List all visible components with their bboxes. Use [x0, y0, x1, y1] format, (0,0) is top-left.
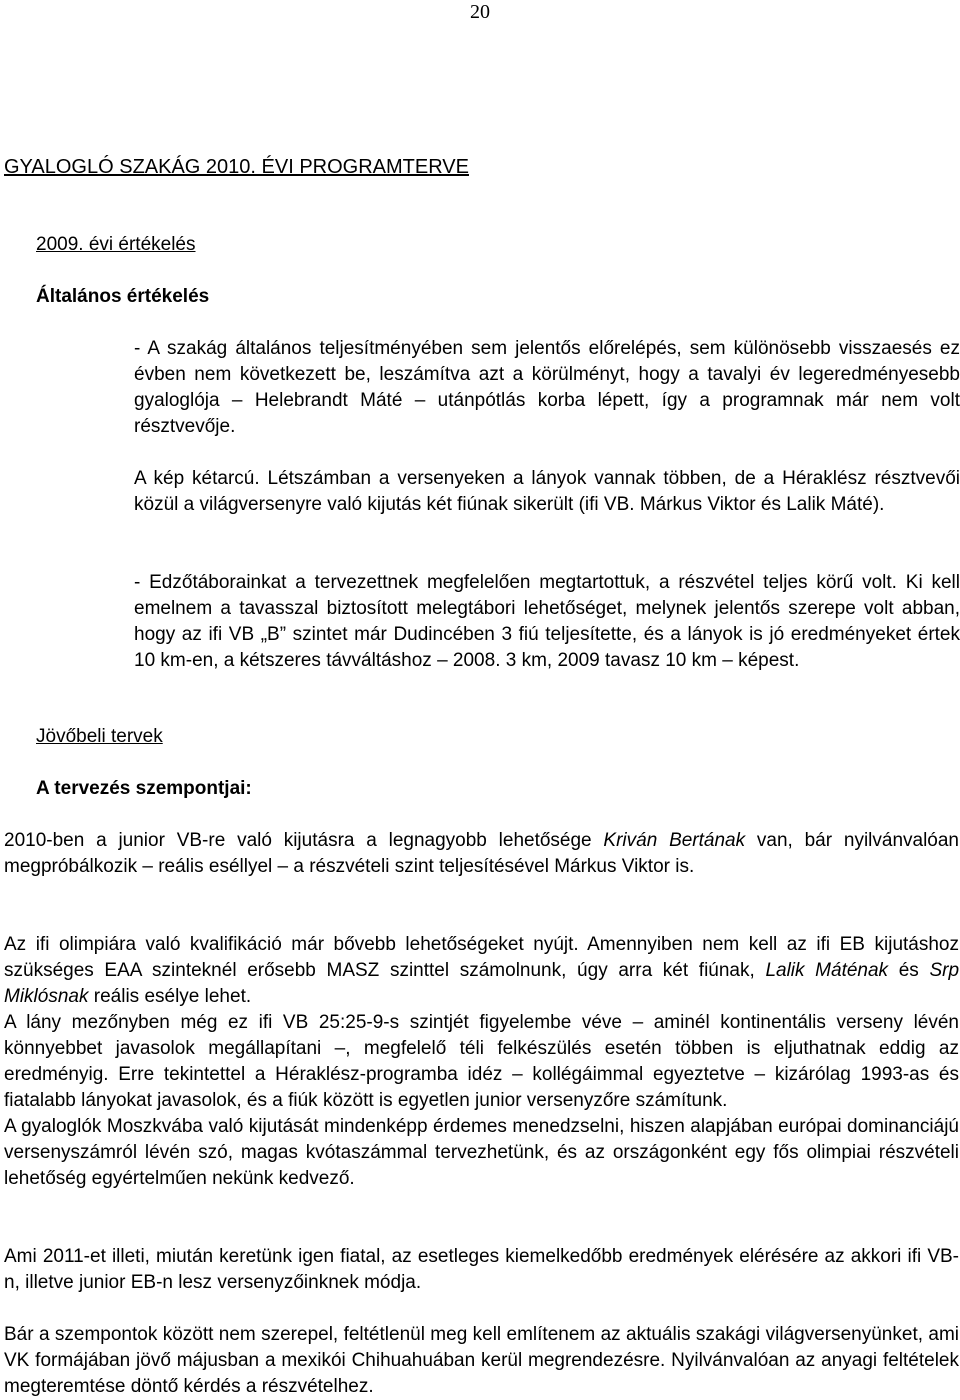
plan-paragraph-2: [4, 932, 959, 1114]
plan-paragraph-3: A gyaloglók Moszkvába való kijutását mindenképp érdemes menedzselni, hiszen alapjában európai dominanciájú versenyszámról lévén szó, magas kvótaszámmal tervezhetünk, és az országonként egy fős olimpiai részvételi lehetőség egyértelműen nekünk kedvező.: [4, 1116, 959, 1189]
plan-text: Az ifi olimpiára való kvalifikáció már bővebb lehetőségeket nyújt. Amennyiben nem kell az ifi EB kijutáshoz szükséges EAA szinteknél erősebb MASZ szinttel számolnunk, úgy arra két fiúnak,: [4, 934, 959, 981]
document-title: GYALOGLÓ SZAKÁG 2010. ÉVI PROGRAMTERVE: [4, 156, 469, 178]
general-paragraph-2: A kép kétarcú. Létszámban a versenyeken a lányok vannak többen, de a Héraklész résztvevői közül a világversenyre való kijutás két fiúnak sikerült (ifi VB. Márkus Viktor és Lalik Máté).: [134, 468, 960, 515]
general-paragraph-3: - Edzőtáborainkat a tervezettnek megfelelően megtartottuk, a részvétel teljes körű volt. Ki kell emelnem a tavasszal biztosított melegtábori lehetőséget, melynek jelentős szerepe volt abban, hogy az ifi VB „B” szintet már Dudincében 3 fiú teljesítette, és a lányok is jó eredményeket értek 10 km-en, a kétszeres távváltáshoz – 2008. 3 km, 2009 tavasz 10 km – képest.: [134, 572, 960, 671]
plan-subparagraph: [4, 932, 959, 1010]
page-number: 20: [470, 1, 490, 23]
evaluation-year-heading: 2009. évi értékelés: [36, 234, 196, 255]
plan-text: reális esélye lehet.: [88, 986, 252, 1007]
plan-text: és: [888, 960, 930, 981]
athlete-name: Lalik Máténak: [765, 960, 889, 981]
plan-text: 2010-ben a junior VB-re való kijutásra a legnagyobb lehetősége: [4, 830, 604, 851]
plan-text: van, bár nyilvánvalóan megpróbálkozik – reális eséllyel – a részvételi szint teljesítésével Márkus Viktor is.: [4, 830, 960, 877]
future-plans-heading: Jövőbeli tervek: [36, 726, 163, 747]
athlete-name: Srp Miklósnak: [4, 960, 960, 1007]
plan-subparagraph: A lány mezőnyben még ez ifi VB 25:25-9-s szintjét figyelembe véve – aminél kontinentális verseny lévén könnyebbet javasolok megállapítani –, megfelelő téli felkészülés esetén többen is eljuthatnak eddig az eredményig. Erre tekintettel a Héraklész-programba idéz – kollégáimmal egyeztetve – kizárólag 1993-as és fiatalabb lányokat javasolok, és a fiúk között is egyetlen junior versenyzőre számítunk.: [4, 1012, 959, 1111]
general-evaluation-heading: Általános értékelés: [36, 286, 210, 307]
athlete-name: Kriván Bertának: [603, 830, 746, 851]
general-paragraph-1: - A szakág általános teljesítményében sem jelentős előrelépés, sem különösebb visszaesés ez évben nem következett be, leszámítva azt a körülményt, hogy a tavalyi év legeredményesebb gyaloglója – Helebrandt Máté – utánpótlás korba lépett, így a programnak már nem volt résztvevője.: [134, 338, 960, 437]
plan-paragraph-4: Ami 2011-et illeti, miután keretünk igen fiatal, az esetleges kiemelkedőbb eredmények elérésére az akkori ifi VB-n, illetve junior EB-n lesz versenyzőinknek módja.: [4, 1246, 959, 1293]
planning-aspects-heading: A tervezés szempontjai:: [36, 778, 252, 799]
plan-paragraph-1: [4, 828, 959, 880]
plan-paragraph-5: Bár a szempontok között nem szerepel, feltétlenül meg kell említenem az aktuális szakági világversenyünket, ami VK formájában jövő májusban a mexikói Chihuahuában kerül megrendezésre. Nyilvánvalóan az anyagi feltételek megteremtése döntő kérdés a részvételhez.: [4, 1324, 959, 1397]
